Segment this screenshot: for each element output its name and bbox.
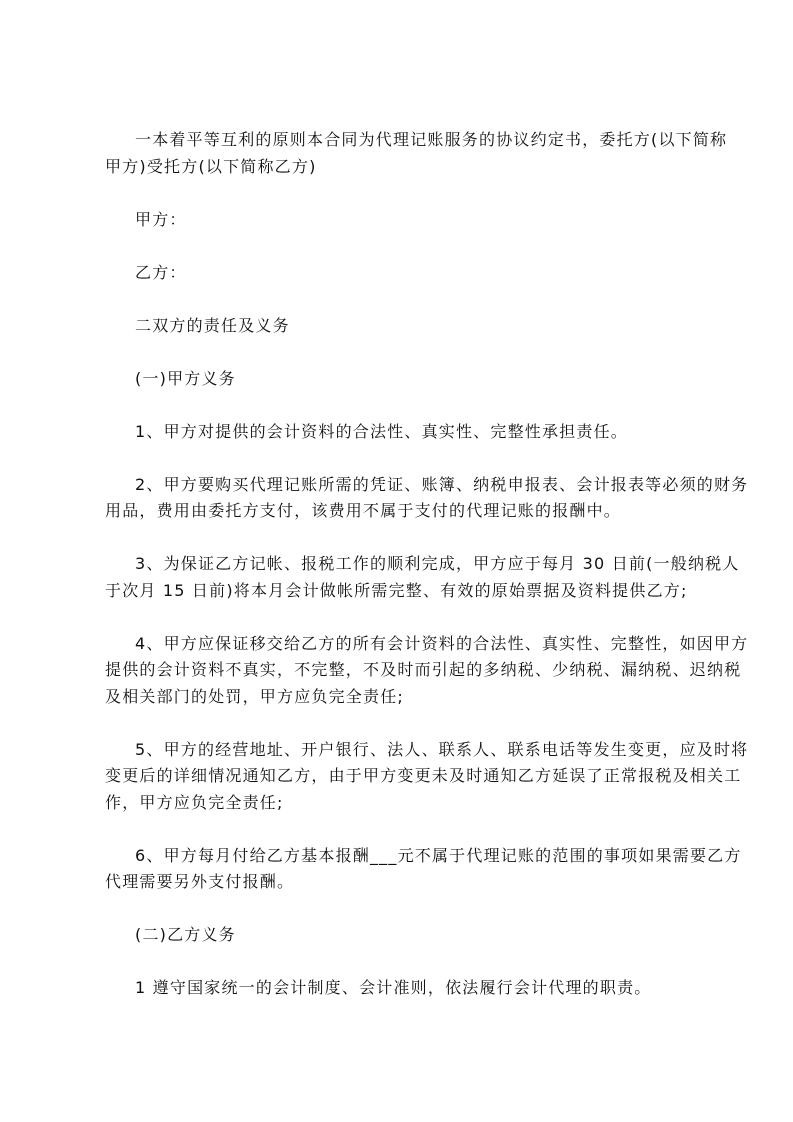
paragraph-line: 及相关部门的处罚，甲方应负完全责任; [105,686,404,706]
paragraph [105,207,705,234]
paragraph [105,922,705,949]
paragraph-line: 作，甲方应负完全责任; [105,792,284,812]
paragraph [105,472,749,525]
paragraph-line: 二双方的责任及义务 [135,315,290,335]
document-body [105,127,749,1028]
paragraph [105,975,705,1002]
paragraph [105,313,705,340]
paragraph-line: 1 遵守国家统一的会计制度、会计准则，依法履行会计代理的职责。 [135,978,652,997]
paragraph-line: 3、为保证乙方记帐、报税工作的顺利完成，甲方应于每月 30 日前(一般纳税人 [135,554,740,573]
paragraph [105,260,705,287]
paragraph-line: 一本着平等互利的原则本合同为代理记账服务的协议约定书，委托方(以下简称 [135,130,728,149]
paragraph-line: (二)乙方义务 [135,925,236,944]
paragraph [105,737,749,817]
paragraph [105,366,705,393]
paragraph-line: 提供的会计资料不真实，不完整，不及时而引起的多纳税、少纳税、漏纳税、迟纳税 [105,660,742,679]
paragraph [105,843,742,896]
paragraph-line: 乙方： [135,262,187,282]
paragraph-line: (一)甲方义务 [135,368,236,388]
paragraph-line: 1、甲方对提供的会计资料的合法性、真实性、完整性承担责任。 [135,421,628,441]
paragraph-line: 5、甲方的经营地址、开户银行、法人、联系人、联系电话等发生变更，应及时将 [135,739,749,759]
paragraph-line: 变更后的详细情况通知乙方，由于甲方变更未及时通知乙方延误了正常报税及相关工 [105,766,742,785]
paragraph-line: 用品，费用由委托方支付，该费用不属于支付的代理记账的报酬中。 [105,501,622,520]
paragraph [105,551,740,604]
paragraph [105,631,749,711]
paragraph-line: 6、甲方每月付给乙方基本报酬___元不属于代理记账的范围的事项如果需要乙方 [135,845,742,865]
paragraph [105,419,705,446]
paragraph-line: 于次月 15 日前)将本月会计做帐所需完整、有效的原始票据及资料提供乙方; [105,580,688,600]
paragraph-line: 代理需要另外支付报酬。 [105,872,295,891]
paragraph-line: 甲方)受托方(以下简称乙方) [105,156,317,176]
paragraph [105,127,728,180]
paragraph-line: 4、甲方应保证移交给乙方的所有会计资料的合法性、真实性、完整性，如因甲方 [135,633,749,653]
paragraph-line: 2、甲方要购买代理记账所需的凭证、账簿、纳税申报表、会计报表等必须的财务 [135,474,749,494]
paragraph-line: 甲方： [135,209,187,229]
